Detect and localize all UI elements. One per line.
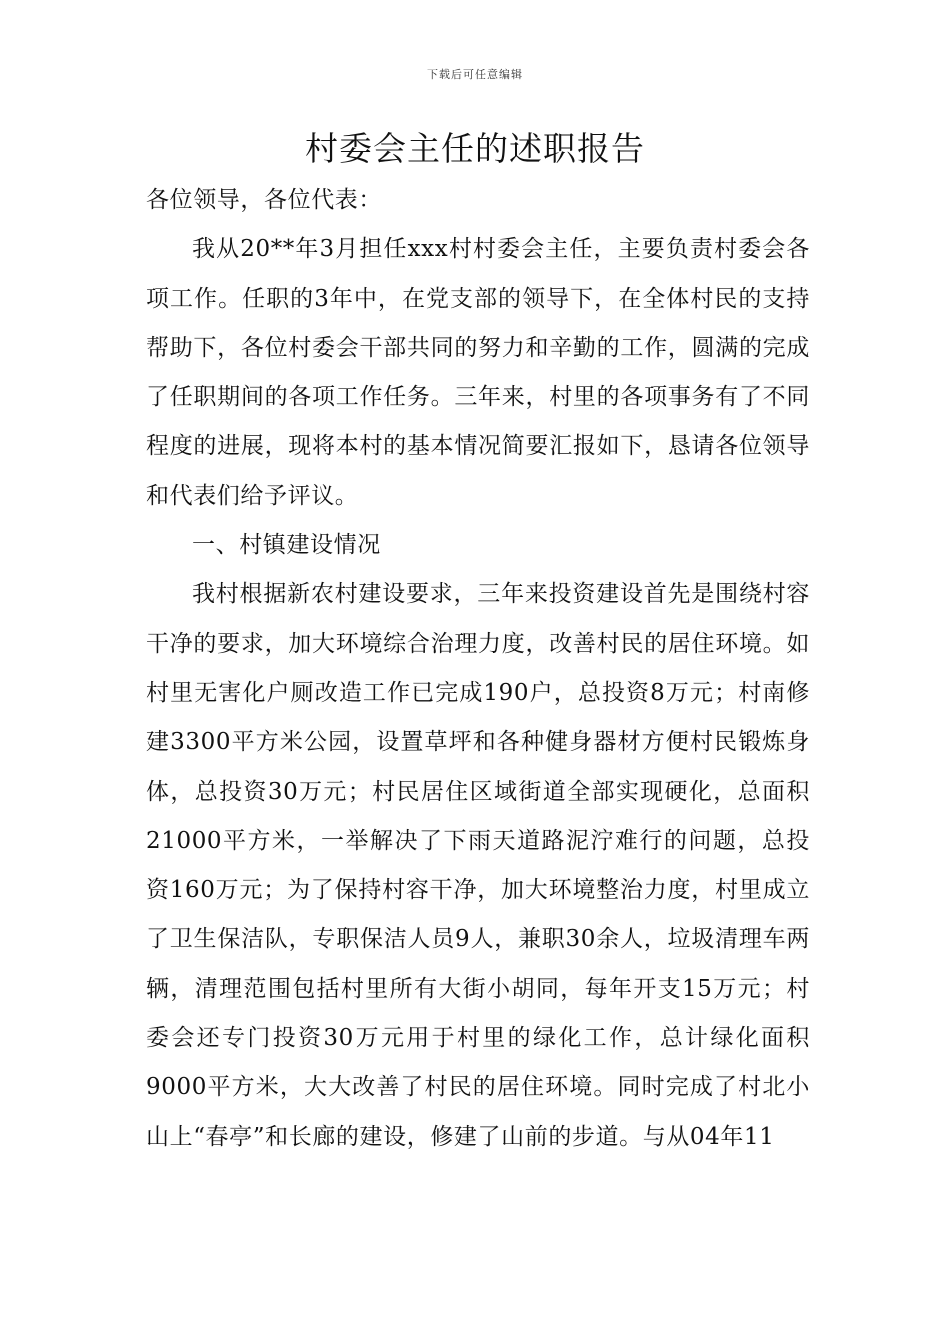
document-title: 村委会主任的述职报告 [305, 129, 645, 168]
document-body [146, 176, 810, 1162]
paragraph-intro: 我从20**年3月担任xxx村村委会主任，主要负责村委会各项工作。任职的3年中，在党支部的领导下，在全体村民的支持帮助下，各位村委会干部共同的努力和辛勤的工作，圆满的完成了任职期间的各项工作任务。三年来，村里的各项事务有了不同程度的进展，现将本村的基本情况简要汇报如下，恳请各位领导和代表们给予评议。 [146, 236, 810, 509]
paragraph-construction: 我村根据新农村建设要求，三年来投资建设首先是围绕村容干净的要求，加大环境综合治理力度，改善村民的居住环境。如村里无害化户厕改造工作已完成190户，总投资8万元；村南修建3300平方米公园，设置草坪和各种健身器材方便村民锻炼身体，总投资30万元；村民居住区域街道全部实现硬化，总面积21000平方米，一举解决了下雨天道路泥泞难行的问题，总投资160万元；为了保持村容干净，加大环境整治力度，村里成立了卫生保洁队，专职保洁人员9人，兼职30余人，垃圾清理车两辆，清理范围包括村里所有大街小胡同，每年开支15万元；村委会还专门投资30万元用于村里的绿化工作，总计绿化面积9000平方米，大大改善了村民的居住环境。同时完成了村北小山上“春亭”和长廊的建设，修建了山前的步道。与从04年11 [146, 581, 810, 1150]
section-heading: 一、村镇建设情况 [192, 532, 381, 559]
greeting: 各位领导，各位代表： [146, 187, 382, 213]
header-note: 下载后可任意编辑 [427, 68, 523, 81]
